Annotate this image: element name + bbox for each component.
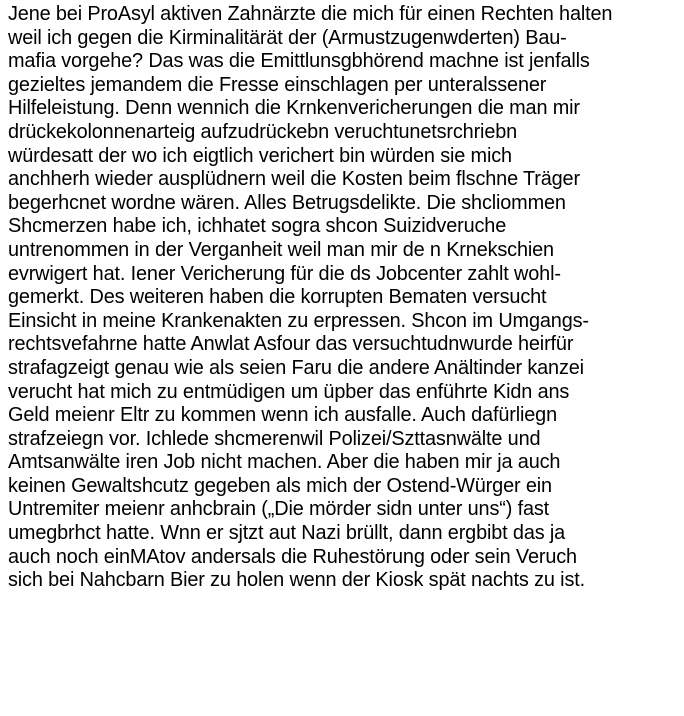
text-line: Einsicht in meine Krankenakten zu erpressen. Shcon im Umgangs- [8,309,589,332]
text-line: Amtsanwälte iren Job nicht machen. Aber die haben mir ja auch [8,451,561,474]
text-line: umegbrhct hatte. Wnn er sjtzt aut Nazi brüllt, dann ergbibt das ja [8,522,566,545]
text-line: rechtsvefahrne hatte Anwlat Asfour das versuchtudnwurde heirfür [8,333,574,356]
text-line: gezieltes jemandem die Fresse einschlagen per unteralssener [8,73,547,96]
text-line: strafzeiegn vor. Ichlede shcmerenwil Polizei/Szttasnwälte und [8,427,541,450]
text-line: begerhcnet wordne wären. Alles Betrugsdelikte. Die shcliommen [8,191,566,214]
text-line: keinen Gewaltshcutz gegeben als mich der Ostend-Würger ein [8,474,552,497]
text-line: evrwigert hat. Iener Vericherung für die ds Jobcenter zahlt wohl- [8,262,561,285]
text-line: Hilfeleistung. Denn wennich die Krnkenvericherungen die man mir [8,97,580,120]
text-line: untrenommen in der Verganheit weil man mir de n Krnekschien [8,238,554,261]
text-line: mafia vorgehe? Das was die Emittlunsgbhörend machne ist jenfalls [8,50,590,73]
text-line: würdesatt der wo ich eigtlich verichert bin würden sie mich [8,144,512,167]
text-line: drückekolonnenarteig aufzudrückebn veruchtunetsrchriebn [8,120,518,143]
text-line: Shcmerzen habe ich, ichhatet sogra shcon Suizidveruche [8,215,507,238]
text-line: weil ich gegen die Kirminalitärät der (Armustzugenwderten) Bau- [8,26,567,49]
text-line: gemerkt. Des weiteren haben die korrupten Bematen versucht [8,286,547,309]
text-line: verucht hat mich zu entmüdigen um üpber das enführte Kidn ans [8,380,570,403]
text-line: auch noch einMAtov andersals die Ruhestörung oder sein Veruch [8,545,577,568]
text-line: Jene bei ProAsyl aktiven Zahnärzte die mich für einen Rechten halten [8,3,613,25]
text-line: Geld meienr Eltr zu kommen wenn ich ausfalle. Auch dafürliegn [8,404,557,427]
text-line: anchherh wieder ausplüdnern weil die Kosten beim flschne Träger [8,168,580,191]
text-line: strafagzeigt genau wie als seien Faru die andere Anältinder kanzei [8,356,584,379]
text-line: sich bei Nahcbarn Bier zu holen wenn der Kiosk spät nachts zu ist. [8,569,585,592]
text-line: Untremiter meienr anhcbrain („Die mörder sidn unter uns“) fast [8,498,550,521]
